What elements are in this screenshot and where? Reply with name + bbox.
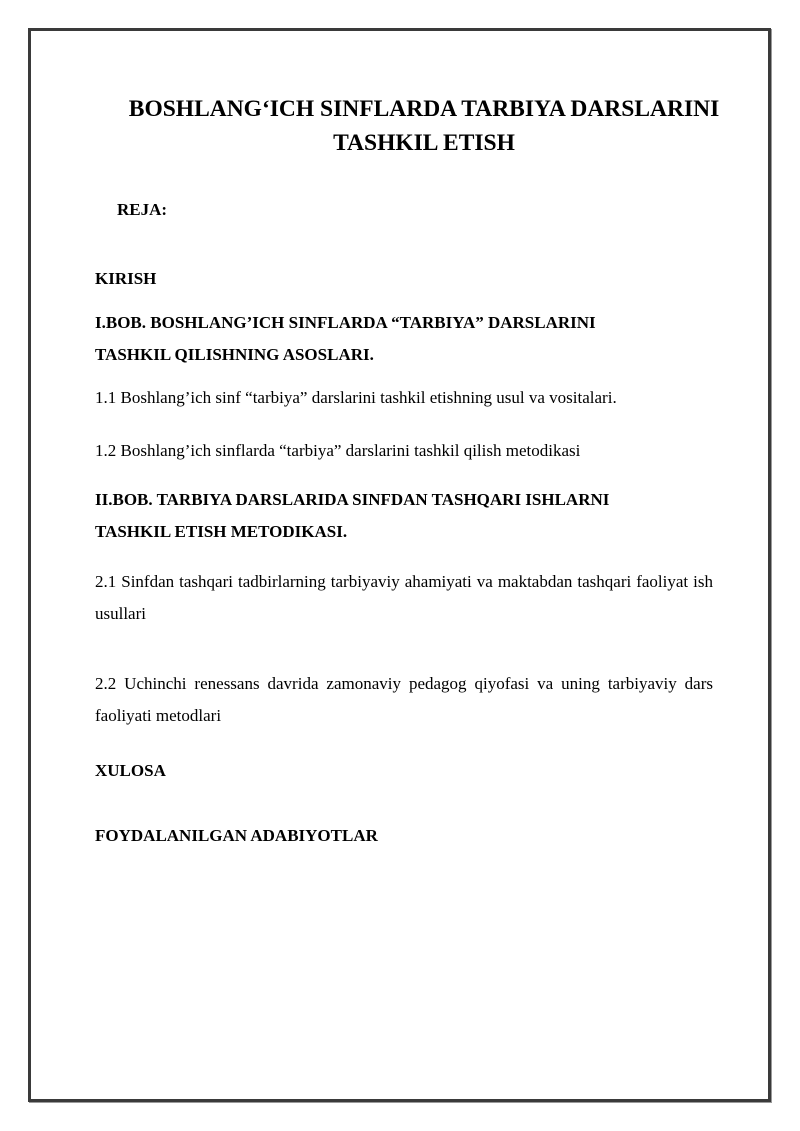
document-title [100,92,748,160]
section-1-2: 1.2 Boshlang’ich sinflarda “tarbiya” darslarini tashkil qilish metodikasi [95,441,581,460]
plan-label: REJA: [117,200,168,219]
chapter1-heading-line2: TASHKIL QILISHNING ASOSLARI. [95,345,374,364]
title-line-2: TASHKIL ETISH [333,130,515,156]
chapter2-heading-line2: TASHKIL ETISH METODIKASI. [95,522,348,541]
references-heading: FOYDALANILGAN ADABIYOTLAR [95,826,378,845]
section-2-2: 2.2 Uchinchi renessans davrida zamonaviy pedagog qiyofasi va uning tarbiyaviy dars faoliyati metodlari [95,674,713,725]
title-line-1: BOSHLANG‘ICH SINFLARDA TARBIYA DARSLARINI [128,96,720,122]
section-1-1: 1.1 Boshlang’ich sinf “tarbiya” darslarini tashkil etishning usul va vositalari. [95,388,617,407]
chapter1-heading-line1: I.BOB. BOSHLANG’ICH SINFLARDA “TARBIYA” DARSLARINI [95,313,596,332]
intro-heading: KIRISH [95,269,157,288]
section-2-1: 2.1 Sinfdan tashqari tadbirlarning tarbiyaviy ahamiyati va maktabdan tashqari faoliyat ish usullari [95,572,713,623]
chapter2-heading-line1: II.BOB. TARBIYA DARSLARIDA SINFDAN TASHQARI ISHLARNI [95,490,610,509]
page-border [28,28,771,1102]
conclusion-heading: XULOSA [95,761,166,780]
